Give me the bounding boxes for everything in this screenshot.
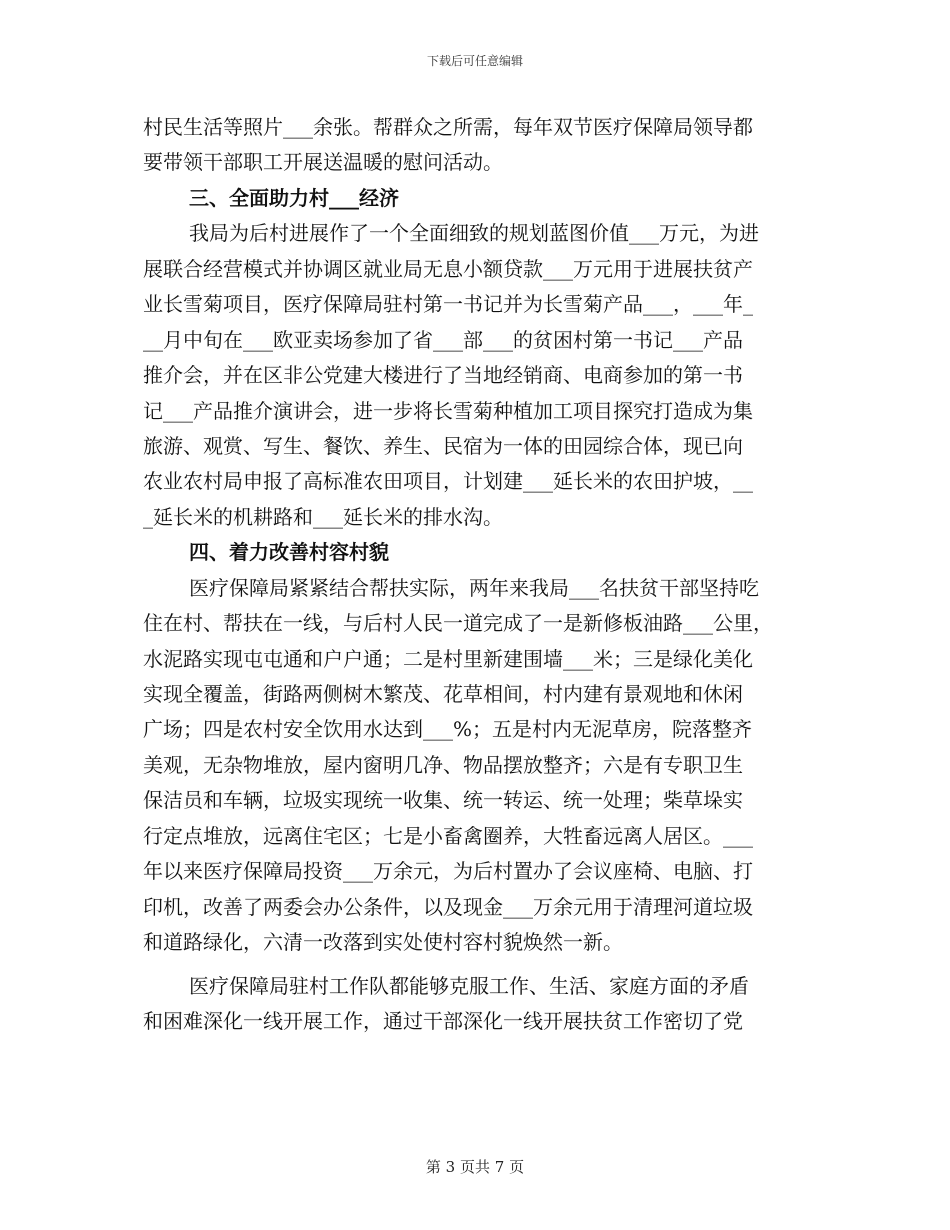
text-line: 和困难深化一线开展工作，通过干部深化一线开展扶贫工作密切了党 [143,1008,743,1033]
page-header: 下载后可任意编辑 [426,54,523,68]
text-line: 医疗保障局驻村工作队都能够克服工作、生活、家庭方面的矛盾 [189,973,749,998]
section-heading: 四、着力改善村容村貌 [189,540,389,565]
text-line: __月中旬在___欧亚卖场参加了省___部___的贫困村第一书记___产品 [143,327,743,352]
section-heading: 三、全面助力村___经济 [189,185,399,210]
text-line: 水泥路实现屯屯通和户户通；二是村里新建围墙___米；三是绿化美化 [143,646,753,671]
text-line: 记___产品推介演讲会，进一步将长雪菊种植加工项目探究打造成为集 [143,398,753,423]
document-body [143,110,823,1039]
text-line: 旅游、观赏、写生、餐饮、养生、民宿为一体的田园综合体，现已向 [143,433,743,458]
text-line: 住在村、帮扶在一线，与后村人民一道完成了一是新修板油路___公里， [143,611,773,636]
text-line: 农业农村局申报了高标准农田项目，计划建___延长米的农田护坡，__ [143,469,753,494]
text-line: 美观，无杂物堆放，屋内窗明几净、物品摆放整齐；六是有专职卫生 [143,752,743,777]
text-line: 和道路绿化，六清一改落到实处使村容村貌焕然一新。 [143,930,623,955]
page-footer: 第 3 页共 7 页 [425,1158,525,1176]
text-line: 年以来医疗保障局投资___万余元，为后村置办了会议座椅、电脑、打 [143,859,753,884]
text-line: 实现全覆盖，街路两侧树木繁茂、花草相间，村内建有景观地和休闲 [143,682,743,706]
text-line: 广场；四是农村安全饮用水达到___%；五是村内无泥草房，院落整齐 [143,717,753,742]
text-line: 展联合经营模式并协调区就业局无息小额贷款___万元用于进展扶贫产 [143,256,753,281]
text-line: 业长雪菊项目，医疗保障局驻村第一书记并为长雪菊产品___，___年_ [143,292,753,317]
text-line: 村民生活等照片___余张。帮群众之所需，每年双节医疗保障局领导都 [143,115,753,139]
text-line: 我局为后村进展作了一个全面细致的规划蓝图价值___万元，为进 [189,221,759,246]
text-line: 行定点堆放，远离住宅区；七是小畜禽圈养，大牲畜远离人居区。___ [143,823,753,848]
text-line: 印机，改善了两委会办公条件，以及现金___万余元用于清理河道垃圾 [143,894,753,919]
text-line: _延长米的机耕路和___延长米的排水沟。 [143,504,503,529]
text-line: 医疗保障局紧紧结合帮扶实际，两年来我局___名扶贫干部坚持吃 [189,575,759,600]
text-line: 保洁员和车辆，垃圾实现统一收集、统一转运、统一处理；柴草垛实 [143,788,743,813]
text-line: 推介会，并在区非公党建大楼进行了当地经销商、电商参加的第一书 [143,363,743,388]
text-line: 要带领干部职工开展送温暖的慰问活动。 [143,150,503,175]
